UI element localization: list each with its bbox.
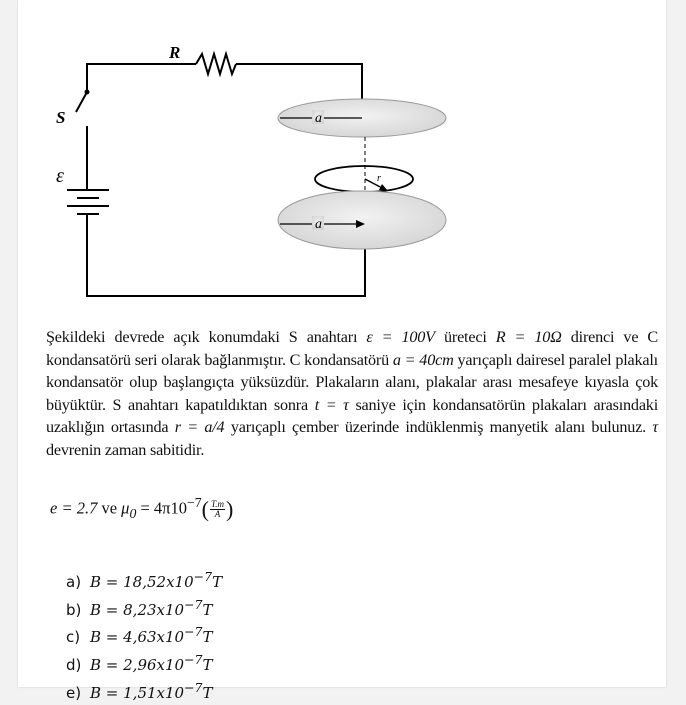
switch-lever: [76, 92, 87, 112]
option-c[interactable]: [66, 621, 222, 649]
capacitor-bottom-plate: [278, 191, 446, 249]
option-exponent: −7: [184, 652, 203, 668]
wire-top-left: [87, 64, 196, 92]
math-emf: ε = 100V: [366, 328, 435, 346]
math-tau: τ: [652, 418, 659, 437]
text-ve: ve: [97, 498, 122, 518]
circuit-figure: [18, 0, 666, 320]
option-d[interactable]: [66, 649, 222, 677]
option-expression: B = 1,51x10: [90, 683, 185, 702]
option-unit: T: [202, 600, 213, 619]
option-letter: a): [66, 573, 82, 591]
option-e[interactable]: [66, 677, 222, 705]
label-a-bottom: a: [315, 217, 322, 232]
math-radius: a = 40cm: [392, 350, 454, 369]
unit-fraction: [210, 500, 225, 519]
option-unit: T: [202, 683, 213, 702]
math-e: e = 2.7: [50, 498, 98, 518]
text-part: devrenin zaman sabitidir.: [46, 440, 205, 459]
radius-r-arrowhead: [379, 184, 388, 191]
math-time: t = τ: [314, 395, 349, 414]
math-resistance: R = 10Ω: [495, 328, 562, 346]
text-part: yarıçaplı çember üzerinde indüklenmiş manyetik alanı bulunuz.: [224, 418, 653, 437]
resistor-zigzag: [196, 54, 236, 74]
option-letter: d): [66, 656, 82, 675]
option-exponent: −7: [193, 569, 213, 584]
option-expression: B = 8,23x10: [90, 600, 185, 619]
fraction-numerator: T.m: [210, 499, 225, 510]
switch-contact: [85, 90, 90, 95]
label-a-top: a: [315, 111, 322, 126]
option-unit: T: [212, 573, 223, 591]
option-a[interactable]: [66, 566, 222, 594]
option-letter: b): [66, 600, 82, 619]
math-exponent: −7: [186, 495, 202, 510]
constants-formula: e = 2.7 ve $\mu_0 = 4\pi 10^{-7}$( $\frac{T.m}{A}$ ): [50, 495, 234, 522]
question-text: [46, 326, 658, 462]
option-exponent: −7: [184, 679, 203, 695]
label-r: r: [377, 173, 381, 184]
answer-options: [66, 566, 222, 705]
option-exponent: −7: [184, 624, 203, 640]
amperian-circle: [315, 166, 413, 192]
text-part: üreteci: [434, 328, 496, 346]
option-unit: T: [202, 628, 213, 647]
option-b[interactable]: [66, 594, 222, 622]
text-part: yarıçaplı dairesel paralel plakalı kondansatör olup başlangıçta yüksüzdür. Plakaların alanı, plakalar arası mesafeye kıyasla çok büyüktür. S anahtarı kapatıldıktan sonra: [46, 350, 658, 414]
label-resistor: R: [169, 43, 181, 62]
option-letter: e): [66, 683, 82, 702]
math-mu: μ: [121, 498, 130, 518]
option-expression: B = 2,96x10: [90, 656, 185, 675]
math-mu-value: = 4π10: [136, 498, 187, 518]
label-emf: ε: [56, 165, 64, 187]
option-exponent: −7: [184, 596, 203, 612]
math-r: r = a/4: [174, 418, 225, 437]
text-part: direnci ve C kondansatörü seri olarak bağlanmıştır. C kondansatörü: [46, 328, 659, 369]
math-mu-sub: 0: [129, 505, 137, 521]
text-part: Şekildeki devrede açık konumdaki S anahtarı: [46, 328, 367, 346]
fraction-denominator: A: [214, 509, 221, 520]
option-letter: c): [66, 628, 81, 647]
text-part: saniye için kondansatörün plakaları arasındaki uzaklığın ortasında: [46, 395, 658, 437]
label-switch: S: [56, 108, 66, 127]
option-unit: T: [202, 656, 213, 675]
question-page: [18, 0, 666, 702]
option-expression: B = 4,63x10: [90, 628, 185, 647]
option-expression: B = 18,52x10: [90, 573, 194, 591]
